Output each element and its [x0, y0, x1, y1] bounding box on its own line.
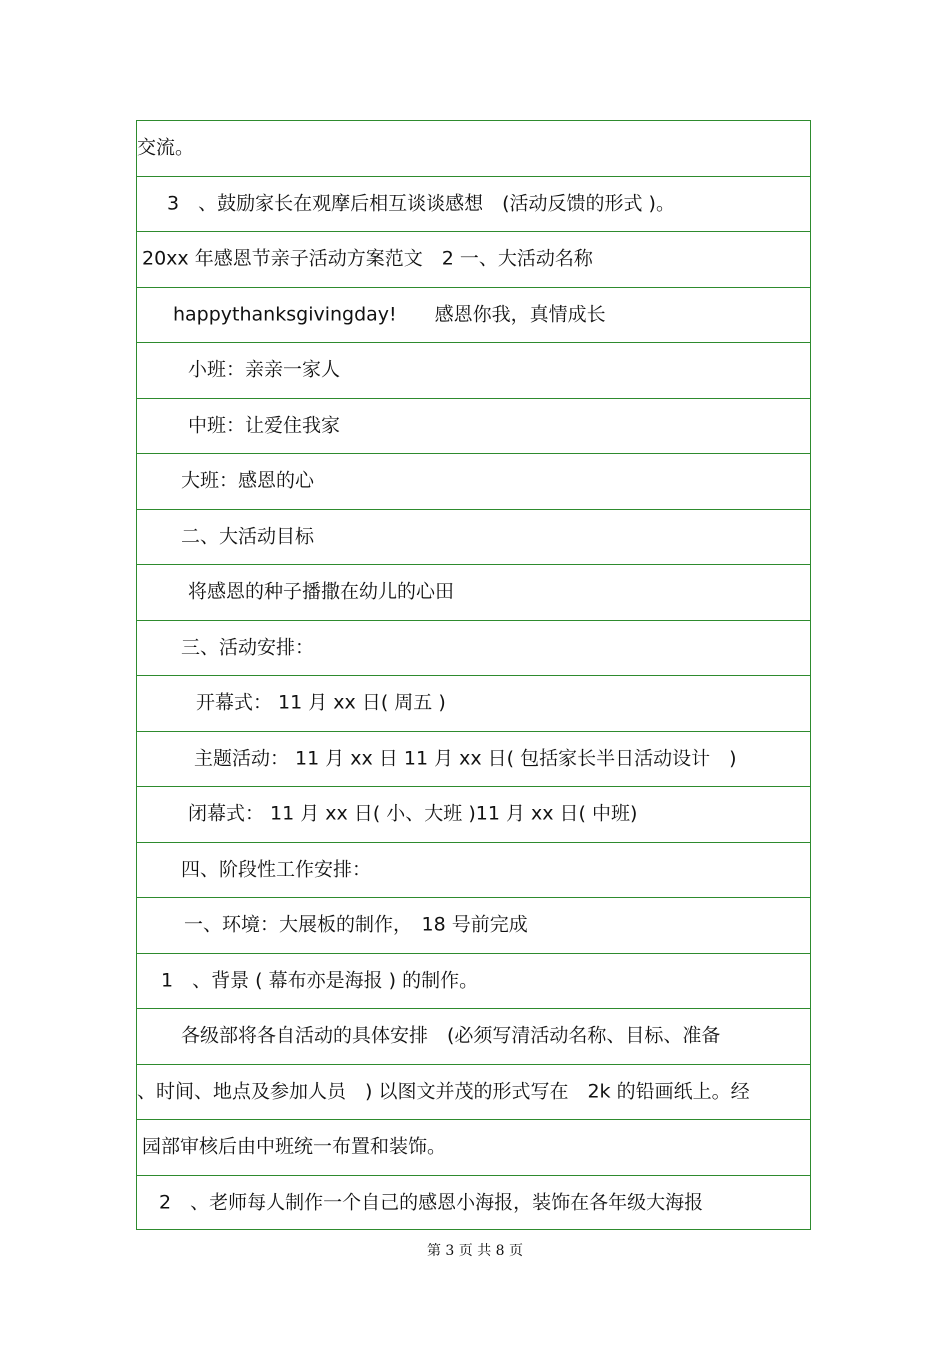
row-text: 小班：亲亲一家人	[188, 358, 341, 381]
row-text: 闭幕式： 11 月 xx 日( 小、大班 )11 月 xx 日( 中班)	[188, 802, 638, 825]
text-row	[137, 288, 810, 344]
row-text: 各级部将各自活动的具体安排 (必须写清活动名称、目标、准备	[181, 1024, 721, 1047]
page-footer: 第 3 页 共 8 页	[426, 1243, 524, 1259]
row-text: 大班：感恩的心	[181, 469, 315, 492]
text-row	[137, 732, 810, 788]
row-text: 2 、老师每人制作一个自己的感恩小海报，装饰在各年级大海报	[159, 1191, 704, 1214]
row-text: 3 、鼓励家长在观摩后相互谈谈感想 (活动反馈的形式 )。	[167, 192, 675, 215]
row-text: 中班：让爱住我家	[188, 414, 341, 437]
text-row	[137, 1009, 810, 1065]
row-text: 、时间、地点及参加人员 ) 以图文并茂的形式写在 2k 的铅画纸上。经	[137, 1080, 750, 1103]
text-row	[137, 1065, 810, 1121]
text-row	[137, 565, 810, 621]
text-row	[137, 1176, 810, 1231]
text-row	[137, 621, 810, 677]
text-row	[137, 676, 810, 732]
text-row	[137, 898, 810, 954]
row-text: 二、大活动目标	[181, 525, 315, 548]
text-row	[137, 343, 810, 399]
row-text: 四、阶段性工作安排：	[181, 858, 372, 881]
row-text: 开幕式： 11 月 xx 日( 周五 )	[196, 691, 446, 714]
row-text: 交流。	[137, 136, 195, 159]
row-text: 20xx 年感恩节亲子活动方案范文 2 一、大活动名称	[142, 247, 593, 270]
text-row	[137, 232, 810, 288]
text-row	[137, 1120, 810, 1176]
row-text: 一、环境：大展板的制作， 18 号前完成	[184, 913, 528, 936]
text-row	[137, 510, 810, 566]
text-row	[137, 787, 810, 843]
row-text: 园部审核后由中班统一布置和装饰。	[142, 1135, 447, 1158]
row-text: 主题活动： 11 月 xx 日 11 月 xx 日( 包括家长半日活动设计 )	[194, 747, 737, 770]
text-row	[137, 843, 810, 899]
text-row	[137, 177, 810, 233]
row-text: 1 、背景 ( 幕布亦是海报 ) 的制作。	[161, 969, 479, 992]
text-row	[137, 954, 810, 1010]
row-text: happythanksgivingday! 感恩你我，真情成长	[173, 303, 606, 326]
text-row	[137, 399, 810, 455]
row-text: 将感恩的种子播撒在幼儿的心田	[188, 580, 455, 603]
document-table	[136, 120, 811, 1230]
text-row	[137, 121, 810, 177]
text-row	[137, 454, 810, 510]
row-text: 三、活动安排：	[181, 636, 315, 659]
